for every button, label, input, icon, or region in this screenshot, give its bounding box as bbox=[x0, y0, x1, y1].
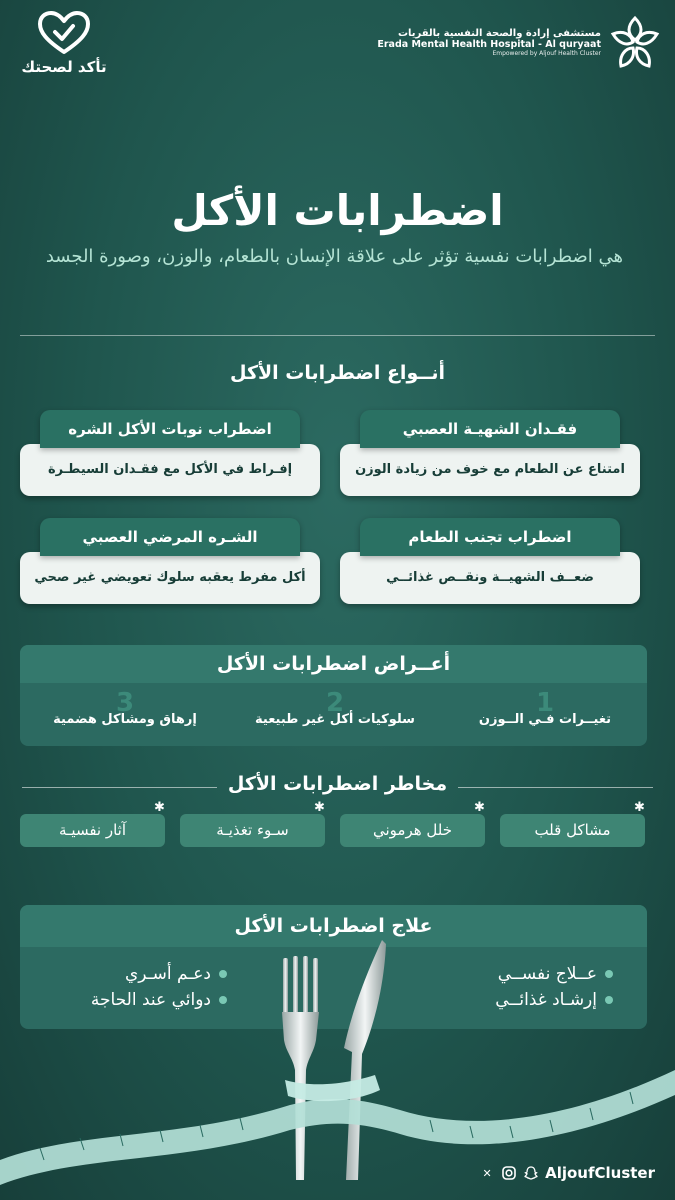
bullet-icon bbox=[219, 996, 227, 1004]
hospital-emblem-icon bbox=[609, 14, 661, 72]
x-icon[interactable]: ✕ bbox=[482, 1166, 492, 1180]
brand-tagline: تأكد لصحتك bbox=[21, 58, 107, 76]
type-desc: إفـراط في الأكل مع فقـدان السيطـرة bbox=[20, 444, 320, 496]
heart-check-icon bbox=[36, 10, 92, 56]
brand-logo bbox=[14, 10, 114, 76]
type-name: اضطراب تجنب الطعام bbox=[360, 518, 620, 556]
symptom-number: 3 bbox=[115, 688, 135, 718]
sparkle-icon: ✱ bbox=[314, 800, 325, 815]
type-desc: امتناع عن الطعام مع خوف من زيادة الوزن bbox=[340, 444, 640, 496]
types-heading: أنــواع اضطرابات الأكل bbox=[229, 362, 445, 384]
page-title: اضطرابات الأكل bbox=[171, 186, 504, 235]
risk-pill: سـوء تغذيـة bbox=[180, 814, 325, 847]
hospital-name-ar: مستشفى إرادة والصحة النفسية بالقريات bbox=[397, 28, 601, 40]
symptom-text: تغيــرات فـي الــوزن bbox=[478, 712, 612, 727]
hospital-branding bbox=[377, 14, 661, 72]
instagram-icon[interactable] bbox=[501, 1165, 517, 1181]
treatment-item: دوائي عند الحاجة bbox=[91, 990, 227, 1010]
type-name: الشـره المرضي العصبي bbox=[40, 518, 300, 556]
sparkle-icon: ✱ bbox=[154, 800, 165, 815]
symptom-text: إرهاق ومشاكل هضمية bbox=[53, 712, 197, 727]
sparkle-icon: ✱ bbox=[634, 800, 645, 815]
symptom-number: 1 bbox=[535, 688, 555, 718]
risk-pill: خلل هرموني bbox=[340, 814, 485, 847]
type-card bbox=[340, 518, 640, 604]
type-card bbox=[20, 518, 320, 604]
type-desc: أكل مفرط يعقبه سلوك تعويضي غير صحي bbox=[20, 552, 320, 604]
bullet-icon bbox=[605, 970, 613, 978]
treatment-item: عــلاج نفســي bbox=[498, 964, 613, 984]
type-name: فقـدان الشهيـة العصبي bbox=[360, 410, 620, 448]
snapchat-icon[interactable] bbox=[523, 1165, 539, 1181]
type-desc: ضعــف الشهيــة ونقــص غذائــي bbox=[340, 552, 640, 604]
type-card bbox=[340, 410, 640, 496]
powered-by: Empowered by Aljouf Health Cluster bbox=[492, 49, 601, 57]
bullet-icon bbox=[219, 970, 227, 978]
symptom-number: 2 bbox=[325, 688, 345, 718]
symptoms-heading: أعــراض اضطرابات الأكل bbox=[20, 645, 647, 683]
treatment-heading: علاج اضطرابات الأكل bbox=[20, 905, 647, 947]
symptom-item bbox=[235, 690, 435, 727]
social-footer bbox=[479, 1164, 655, 1182]
type-name: اضطراب نوبات الأكل الشره bbox=[40, 410, 300, 448]
risk-pill: مشاكل قلب bbox=[500, 814, 645, 847]
sparkle-icon: ✱ bbox=[474, 800, 485, 815]
type-card bbox=[20, 410, 320, 496]
treatment-item: إرشـاد غذائــي bbox=[495, 990, 613, 1010]
risks-heading: مخاطر اضطرابات الأكل bbox=[227, 773, 448, 795]
bullet-icon bbox=[605, 996, 613, 1004]
symptom-text: سلوكيات أكل غير طبيعية bbox=[255, 712, 415, 727]
page-subtitle: هي اضطرابات نفسية تؤثر على علاقة الإنسان بالطعام، والوزن، وصورة الجسد bbox=[45, 246, 623, 267]
symptom-item bbox=[25, 690, 225, 727]
symptom-item bbox=[445, 690, 645, 727]
divider bbox=[20, 335, 655, 336]
risk-pill: آثار نفسيـة bbox=[20, 814, 165, 847]
social-handle[interactable]: AljoufCluster bbox=[545, 1164, 655, 1182]
treatment-item: دعـم أسـري bbox=[125, 964, 227, 984]
hospital-name-en: Erada Mental Health Hospital - Al quryaat bbox=[377, 38, 601, 50]
